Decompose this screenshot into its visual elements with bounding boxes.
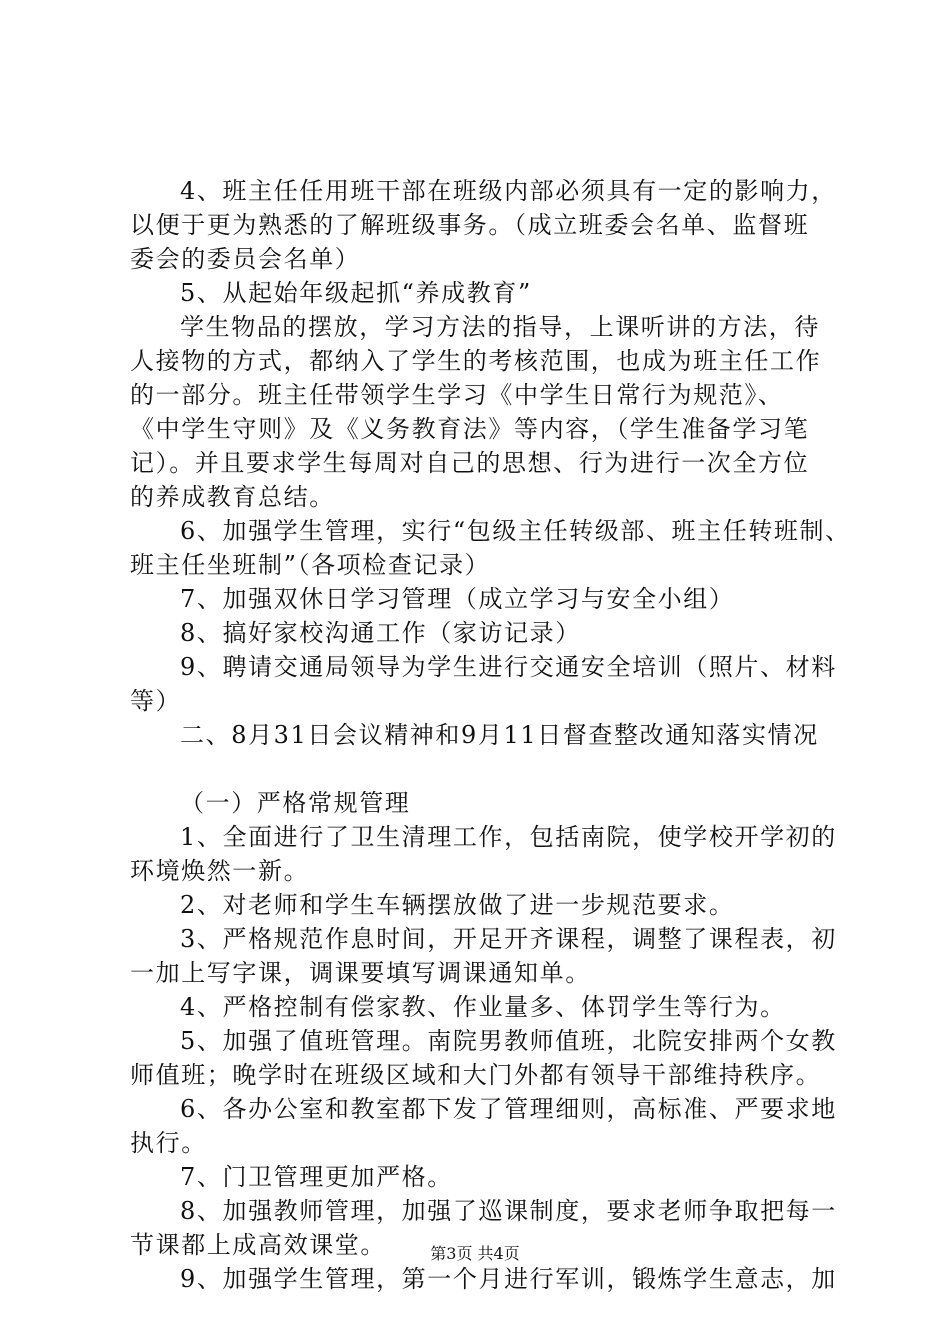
- text-line: 5、从起始年级起抓“养成教育”: [180, 279, 532, 307]
- text-line: 《中学生守则》及《义务教育法》等内容，（学生准备学习笔: [130, 415, 810, 443]
- page-footer: 第3页 共4页: [430, 1244, 520, 1263]
- text-line: 班主任坐班制”（各项检查记录）: [130, 551, 491, 579]
- text-line: 7、门卫管理更加严格。: [180, 1163, 453, 1191]
- text-line: 4、班主任任用班干部在班级内部必须具有一定的影响力，: [180, 177, 837, 205]
- section-heading: 二、8月31日会议精神和9月11日督查整改通知落实情况: [180, 721, 819, 749]
- text-line: 2、对老师和学生车辆摆放做了进一步规范要求。: [180, 891, 735, 919]
- text-line: 记）。并且要求学生每周对自己的思想、行为进行一次全方位: [130, 449, 810, 477]
- text-line: 委会的委员会名单）: [130, 245, 361, 273]
- text-line: 5、加强了值班管理。南院男教师值班，北院安排两个女教: [180, 1027, 837, 1055]
- text-line: 4、严格控制有偿家教、作业量多、体罚学生等行为。: [180, 993, 786, 1021]
- text-line: 7、加强双休日学习管理（成立学习与安全小组）: [180, 585, 735, 613]
- text-line: 8、加强教师管理，加强了巡课制度，要求老师争取把每一: [180, 1197, 837, 1225]
- text-line: 的养成教育总结。: [130, 483, 335, 511]
- text-line: 3、严格规范作息时间，开足开齐课程，调整了课程表，初: [180, 925, 837, 953]
- text-line: 以便于更为熟悉的了解班级事务。（成立班委会名单、监督班: [130, 211, 810, 239]
- text-line: 6、加强学生管理，实行“包级主任转级部、班主任转班制、: [180, 517, 851, 545]
- text-line: 9、加强学生管理，第一个月进行军训，锻炼学生意志，加: [180, 1265, 837, 1293]
- text-line: 等）: [130, 687, 182, 715]
- text-line: 学生物品的摆放，学习方法的指导，上课听讲的方法，待: [180, 313, 820, 341]
- text-line: 人接物的方式，都纳入了学生的考核范围，也成为班主任工作: [130, 347, 822, 375]
- text-line: 执行。: [130, 1129, 207, 1157]
- blank-line: [130, 752, 840, 786]
- text-line: 环境焕然一新。: [130, 857, 310, 885]
- text-line: 的一部分。班主任带领学生学习《中学生日常行为规范》、: [130, 381, 784, 409]
- text-line: 8、搞好家校沟通工作（家访记录）: [180, 619, 581, 647]
- text-line: 9、聘请交通局领导为学生进行交通安全培训（照片、材料: [180, 653, 837, 681]
- text-line: 节课都上成高效课堂。: [130, 1231, 386, 1259]
- text-line: 6、各办公室和教室都下发了管理细则，高标准、严要求地: [180, 1095, 837, 1123]
- subsection-heading: （一）严格常规管理: [180, 789, 411, 817]
- text-line: 师值班；晚学时在班级区域和大门外都有领导干部维持秩序。: [130, 1061, 822, 1089]
- text-line: 一加上写字课，调课要填写调课通知单。: [130, 959, 591, 987]
- document-body: [130, 174, 851, 1296]
- text-line: 1、全面进行了卫生清理工作，包括南院，使学校开学初的: [180, 823, 837, 851]
